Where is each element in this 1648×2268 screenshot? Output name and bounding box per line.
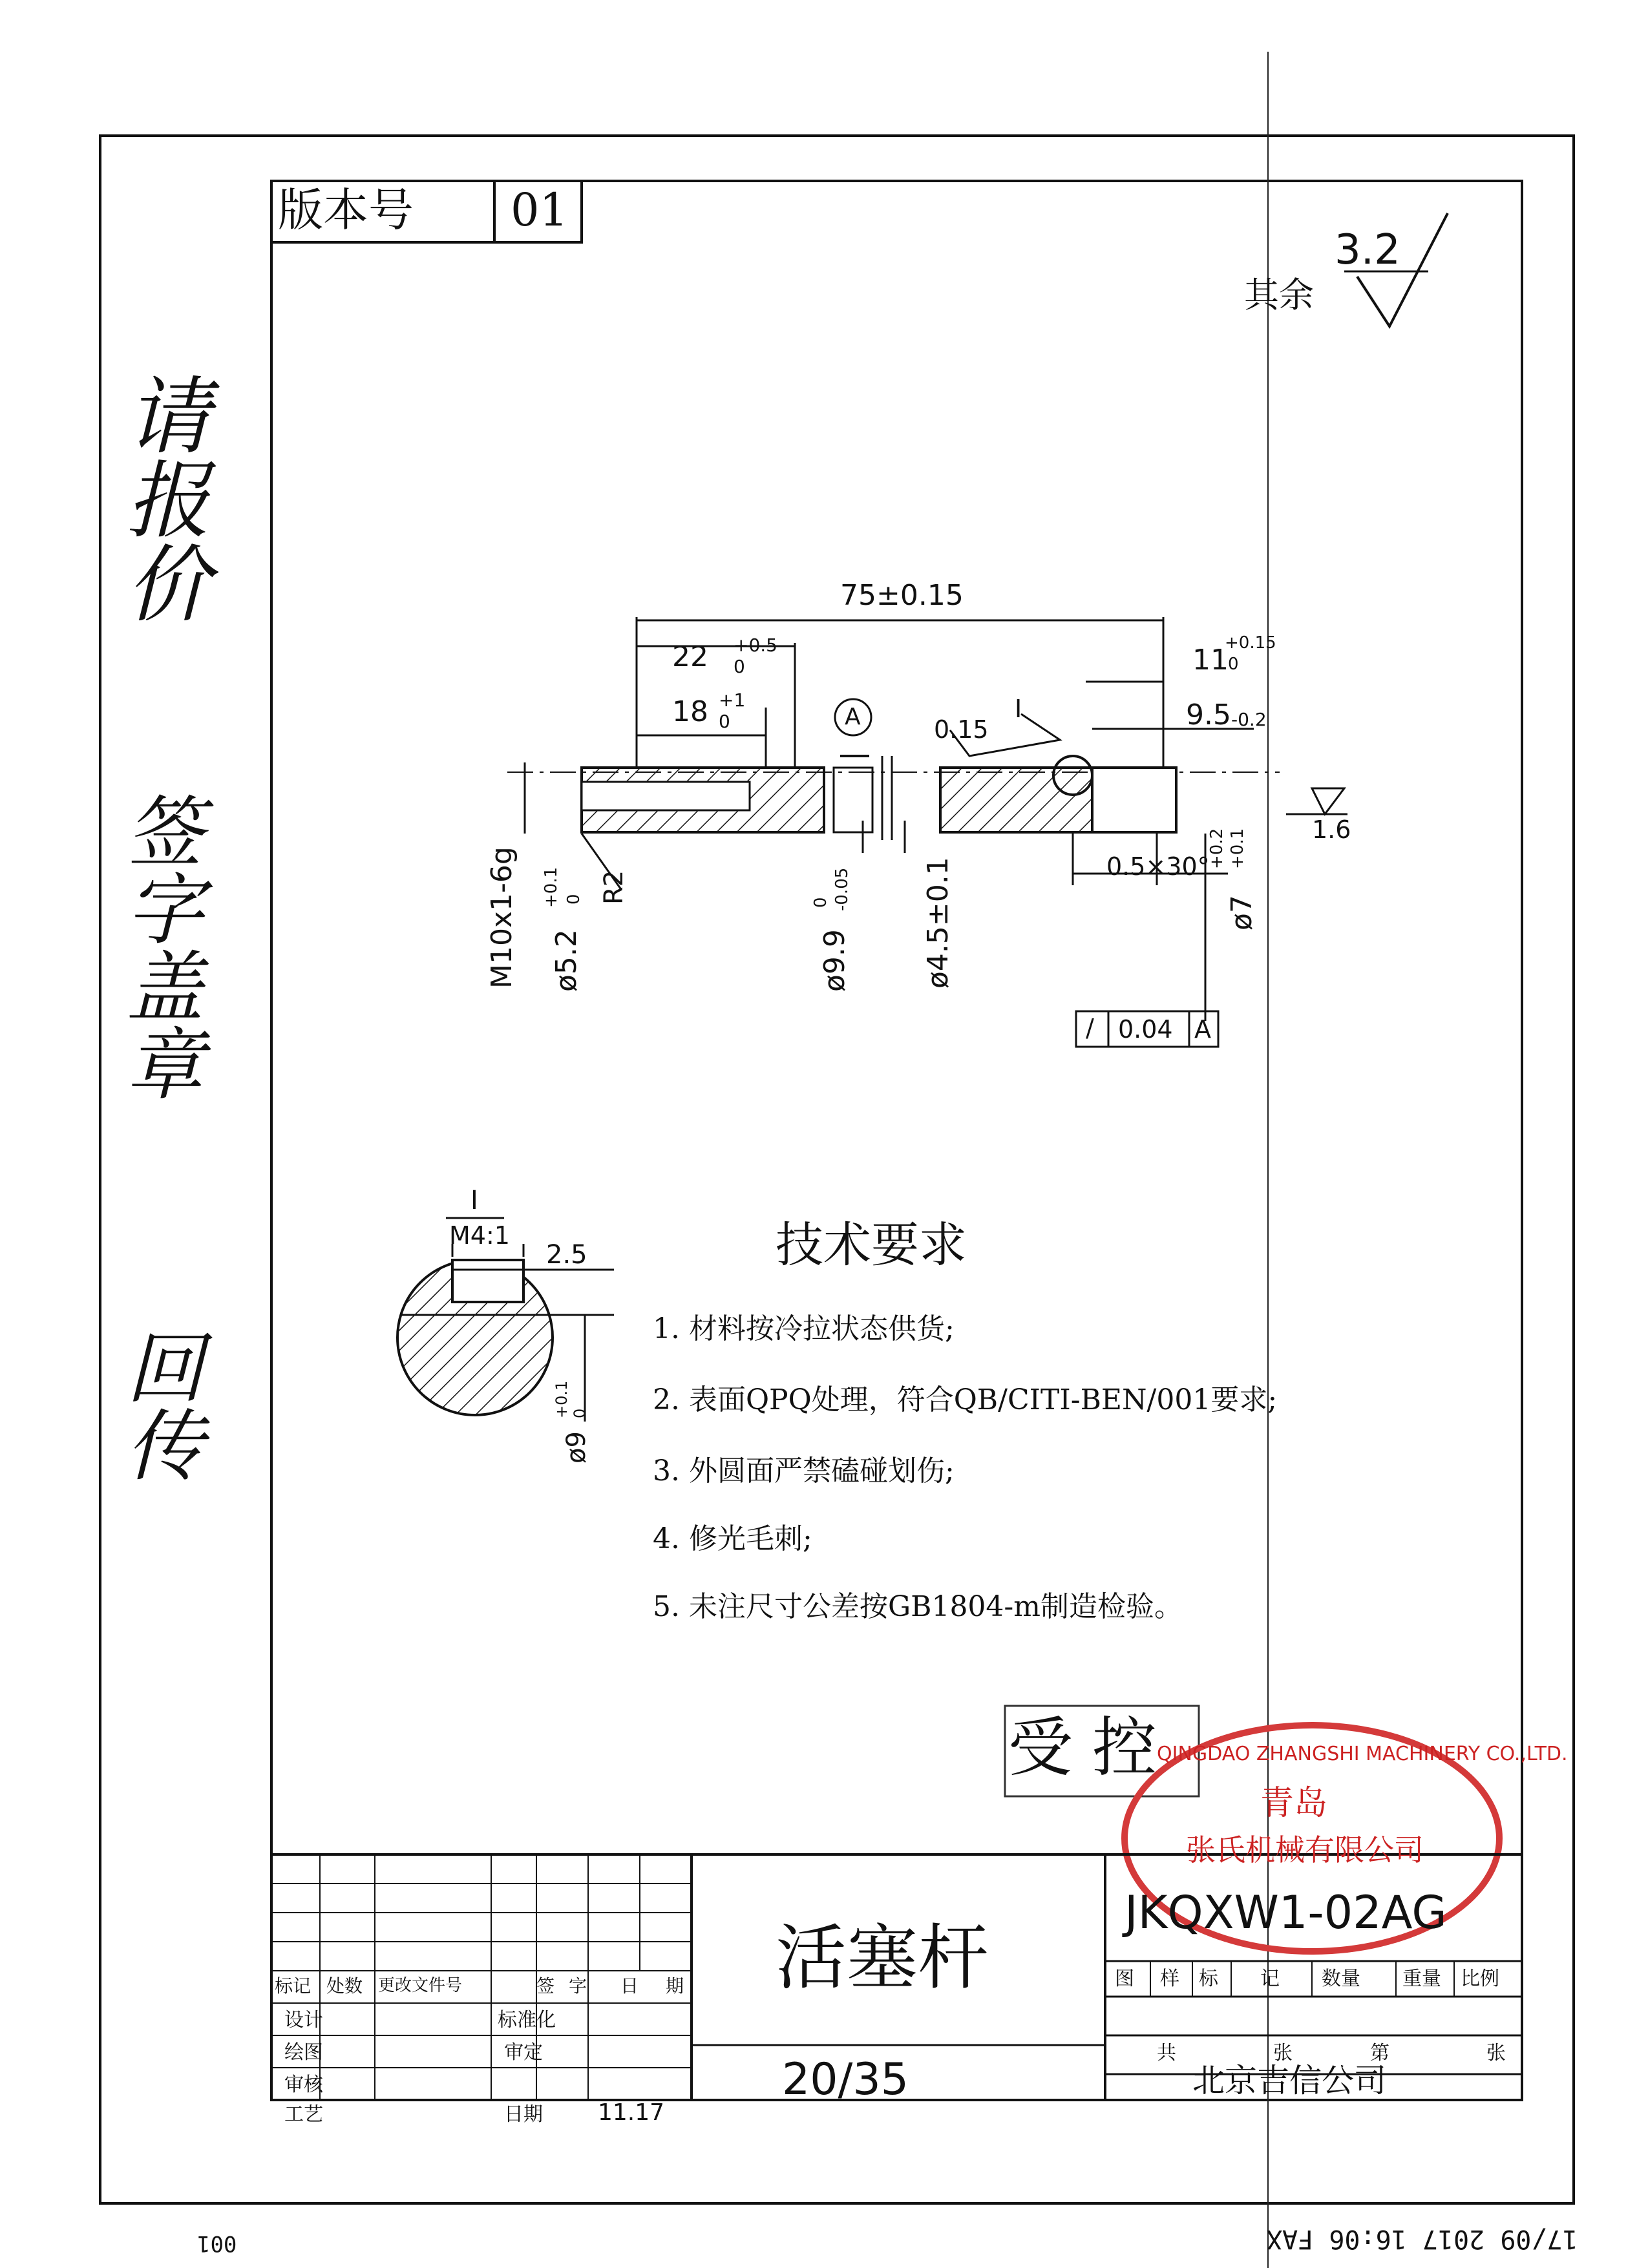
dim-22: 22 (672, 640, 708, 673)
tb-header: 更改文件号 (378, 1976, 463, 1995)
tb-right-col: 记 (1260, 1968, 1280, 1990)
requirement-item: 3. 外圆面严禁磕碰划伤; (653, 1454, 955, 1487)
tb-sheet-label: 共 (1157, 2042, 1176, 2064)
dim-9-5-tol: -0.2 (1231, 709, 1267, 730)
dim-22-tol-lower: 0 (734, 656, 745, 677)
tb-right-col: 标 (1199, 1968, 1218, 1990)
version-value: 01 (511, 184, 569, 236)
detail-width: 2.5 (546, 1240, 587, 1270)
requirements-title: 技术要求 (776, 1217, 967, 1273)
requirement-item: 4. 修光毛刺; (653, 1522, 812, 1555)
dim-11-tol-upper: +0.15 (1225, 633, 1276, 653)
dia-5-2-tol-lower: 0 (564, 894, 584, 905)
tb-row-label: 工艺 (284, 2103, 323, 2126)
requirement-item: 1. 材料按冷拉状态供货; (653, 1312, 955, 1345)
dia-7-tol-lower: +0.1 (1228, 828, 1247, 869)
requirement-item: 2. 表面QPQ处理，符合QB/CITI-BEN/001要求; (653, 1383, 1278, 1416)
thread-label: M10x1-6g (485, 846, 518, 989)
version-label: 版本号 (278, 184, 414, 236)
tb-right-col: 重量 (1402, 1968, 1441, 1990)
dia-9-9-tol-lower: -0.05 (832, 867, 852, 911)
dia-7-tol-upper: +0.2 (1207, 828, 1227, 869)
tb-mid-label: 日期 (504, 2103, 543, 2126)
tb-header: 期 (666, 1975, 684, 1997)
tb-right-col: 图 (1115, 1968, 1134, 1990)
dia-7: ø7 (1225, 895, 1258, 930)
dia-4-5: ø4.5±0.1 (922, 857, 955, 989)
dia-9-9: ø9.9 (818, 929, 851, 992)
dim-overall-length: 75±0.15 (840, 579, 964, 612)
inner-frame (271, 181, 1522, 2105)
roughness-face: 1.6 (1312, 815, 1351, 844)
company-name: 北京吉信公司 (1192, 2062, 1386, 2099)
requirement-item: 5. 未注尺寸公差按GB1804-m制造检验。 (653, 1590, 1183, 1623)
detail-dia-tol-lower: 0 (571, 1408, 589, 1418)
dia-5-2-tol-upper: +0.1 (542, 866, 561, 908)
tb-header: 标记 (275, 1975, 312, 1997)
handwritten-note-1: 请报价 (126, 368, 211, 634)
detail-scale: M4:1 (449, 1221, 510, 1250)
dim-11-tol-lower: 0 (1228, 655, 1239, 674)
dim-11: 11 (1192, 644, 1229, 677)
straightness-value: 0.15 (934, 715, 989, 744)
dim-18-tol-lower: 0 (719, 711, 730, 732)
radius-label: R2 (599, 870, 629, 905)
dia-9-9-tol-upper: 0 (811, 897, 830, 908)
detail-dia-tol-upper: +0.1 (553, 1380, 571, 1418)
tb-date-value: 11.17 (598, 2099, 665, 2126)
tb-header: 处数 (326, 1975, 363, 1997)
tb-right-col: 比例 (1461, 1968, 1499, 1990)
runout-value: 0.04 (1118, 1015, 1173, 1044)
tb-row-label: 绘图 (284, 2041, 323, 2064)
runout-symbol: / (1086, 1014, 1094, 1042)
seal-city: 青岛 (1260, 1784, 1328, 1823)
tb-header: 日 (620, 1975, 639, 1997)
tb-row-label: 设计 (284, 2009, 323, 2032)
dia-5-2: ø5.2 (550, 929, 583, 992)
tb-mid-label: 标准化 (498, 2009, 556, 2032)
tb-right-col: 样 (1160, 1968, 1179, 1990)
seal-name: 张氏机械有限公司 (1186, 1832, 1424, 1867)
surface-finish-label: 其余 (1244, 275, 1314, 315)
tb-header: 签 (536, 1975, 555, 1997)
handwritten-note-2: 签字盖章 (126, 788, 204, 1111)
part-name: 活塞杆 (776, 1916, 989, 1999)
dim-9-5: 9.5 (1186, 698, 1231, 731)
tb-right-col: 数量 (1322, 1968, 1360, 1990)
fax-header: 17/09 2017 16:06 FAX (1267, 2224, 1578, 2254)
tb-header: 字 (569, 1975, 587, 1997)
tb-sheet-label: 第 (1370, 2042, 1389, 2064)
tb-sheet-label: 张 (1273, 2042, 1293, 2064)
chamfer-label: 0.5×30° (1106, 852, 1210, 881)
dim-22-tol-upper: +0.5 (734, 635, 777, 656)
seal-top-text: QINGDAO ZHANGSHI MACHINERY CO.,LTD. (1157, 1743, 1568, 1765)
tb-mid-label: 审定 (504, 2041, 543, 2064)
handwritten-note-3: 回传 (126, 1325, 204, 1492)
runout-datum: A (1194, 1015, 1211, 1044)
page-number: 20/35 (782, 2054, 909, 2105)
tb-row-label: 审核 (284, 2074, 323, 2096)
tb-sheet-label: 张 (1486, 2042, 1506, 2064)
dim-18: 18 (672, 695, 708, 728)
datum-label: A (845, 704, 861, 730)
detail-ref-label: I (1015, 695, 1022, 723)
detail-label: I (470, 1186, 478, 1215)
dim-18-tol-upper: +1 (719, 689, 746, 711)
control-stamp: 受控 (1008, 1710, 1176, 1785)
drawing-number: JKQXW1-02AG (1125, 1886, 1447, 1939)
surface-finish-value: 3.2 (1335, 226, 1400, 274)
fax-page: 001 (197, 2231, 237, 2256)
detail-dia: ø9 (562, 1431, 591, 1464)
